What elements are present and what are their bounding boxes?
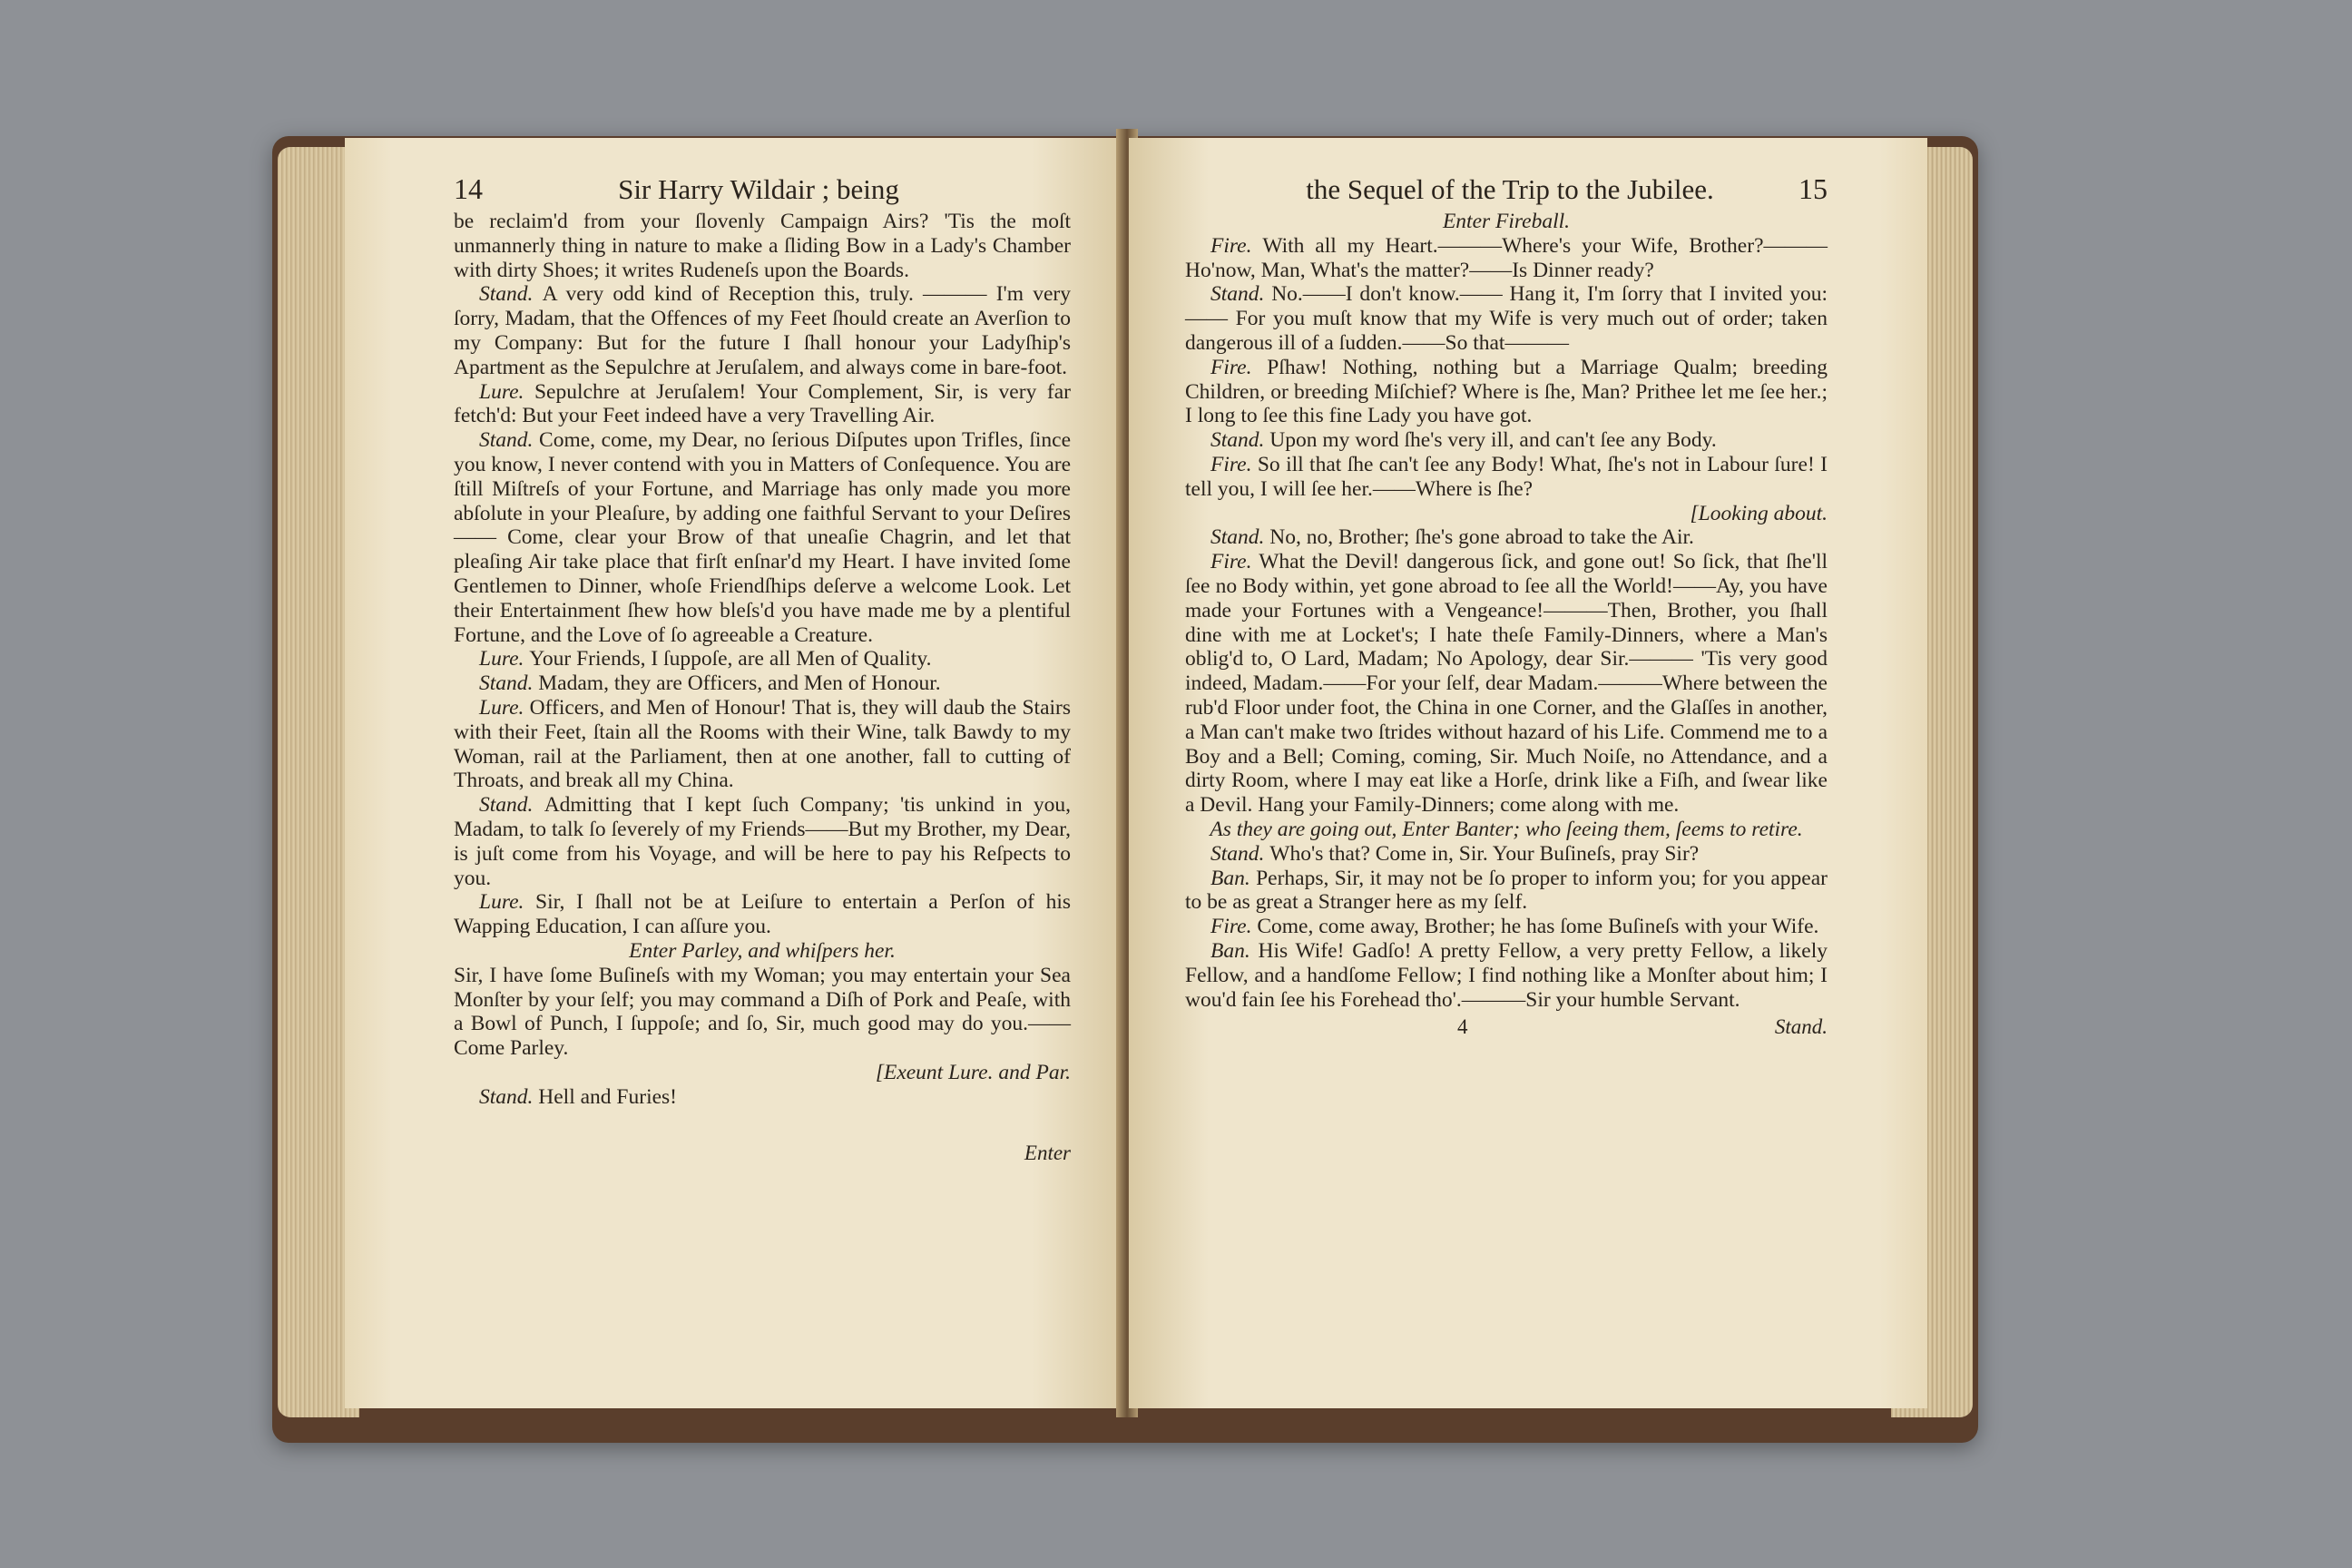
speaker-name: Fire. bbox=[1210, 355, 1268, 379]
paragraph-text: As they are going out, Enter Banter; who ſeeing them, ſeems to retire. bbox=[1210, 817, 1803, 841]
speaker-name: Stand. bbox=[479, 428, 540, 453]
paragraph-text: Who's that? Come in, Sir. Your Buſineſs, pray Sir? bbox=[1269, 841, 1700, 866]
paragraph-text: be reclaim'd from your ſlovenly Campaign Airs? 'Tis the moſt unmannerly thing in nature to make a ſliding Bow in a Lady's Chamber with dirty Shoes; it writes Rudeneſs upon the Boards. bbox=[454, 210, 1071, 282]
paragraph-text: Sir, I have ſome Buſineſs with my Woman; you may entertain your Sea Monſter by your ſelf; you may command a Diſh of Pork and Peaſe, with a Bowl of Punch, I ſuppoſe; and ſo, Sir, much good may do you.——Come Parley. bbox=[454, 963, 1071, 1061]
paragraph-text: What the Devil! dangerous ſick, and gone out! So ſick, that ſhe'll ſee no Body within, yet gone abroad to ſee all the World!——Ay, you have made your Fortunes with a Vengeance!———Then, Brother, you ſhall dine with me at Locket's; I hate theſe Family-Dinners, where a Man's oblig'd to, O Lard, Madam; No Apology, dear Sir.——— 'Tis very good indeed, Madam.——For your ſelf, dear Madam.———Where between the rub'd Floor under foot, the China in one Corner, and the Glaſſes in another, a Man can't make two ſtrides without hazard of his Life. Commend me to a Boy and a Bell; Coming, coming, Sir. Much Noiſe, no Attendance, and a dirty Room, where I may eat like a Horſe, drink like a Fiſh, and ſwear like a Devil. Hang your Family-Dinners; come along with me. bbox=[1185, 550, 1828, 818]
right-page bbox=[1129, 138, 1927, 1408]
right-paragraph bbox=[1185, 502, 1828, 526]
left-paragraph bbox=[454, 282, 1071, 379]
paragraph-text: Sir, I ſhall not be at Leiſure to entertain a Perſon of his Wapping Education, I can aſſure you. bbox=[454, 890, 1071, 939]
right-paragraph bbox=[1185, 939, 1828, 1012]
paragraph-text: Pſhaw! Nothing, nothing but a Marriage Qualm; breeding Children, or breeding Miſchief? Where is ſhe, Man? Prithee let me ſee her.; I long to ſee this fine Lady you have got. bbox=[1185, 355, 1828, 428]
right-page-text bbox=[1185, 210, 1828, 1012]
right-paragraph bbox=[1185, 550, 1828, 818]
paragraph-text: No, no, Brother; ſhe's gone abroad to take the Air. bbox=[1269, 525, 1694, 550]
right-paragraph bbox=[1185, 818, 1828, 842]
right-page-number: 15 bbox=[1798, 172, 1828, 205]
paragraph-text: Come, come, my Dear, no ſerious Diſputes upon Trifles, ſince you know, I never contend with you in Matters of Conſequence. You are ſtill Miſtreſs of your Fortune, and Marriage has only made you more abſolute in your Pleaſure, by adding one faithful Servant to your Deſires—— Come, clear your Brow of that uneaſie Chagrin, and let that pleaſing Air take place that firſt enſnar'd my Heart. I have invited ſome Gentlemen to Dinner, whoſe Friendſhips deſerve a welcome Look. Let their Entertainment ſhew how bleſs'd you have made me by a plentiful Fortune, and the Love of ſo agreeable a Creature. bbox=[454, 428, 1072, 647]
right-paragraph bbox=[1185, 210, 1828, 234]
left-paragraph bbox=[454, 380, 1071, 429]
speaker-name: Fire. bbox=[1210, 452, 1258, 476]
left-paragraph bbox=[454, 428, 1071, 647]
paragraph-text: Sepulchre at Jeruſalem! Your Complement, Sir, is very far fetch'd: But your Feet indeed have a very Travelling Air. bbox=[454, 379, 1071, 428]
speaker-name: Stand. bbox=[479, 1084, 539, 1109]
paragraph-text: Enter Fireball. bbox=[1442, 210, 1571, 233]
left-paragraph bbox=[454, 939, 1071, 964]
left-page-text bbox=[454, 210, 1071, 1109]
left-running-title: Sir Harry Wildair ; being bbox=[618, 173, 899, 205]
left-paragraph bbox=[454, 210, 1071, 282]
speaker-name: Stand. bbox=[1210, 282, 1272, 307]
paragraph-text: Enter Parley, and whiſpers her. bbox=[629, 938, 896, 963]
paragraph-text: Perhaps, Sir, it may not be ſo proper to inform you; for you appear to be as great a Stranger here as my ſelf. bbox=[1185, 866, 1828, 915]
left-paragraph bbox=[454, 1061, 1071, 1085]
speaker-name: Lure. bbox=[479, 890, 536, 915]
left-paragraph bbox=[454, 696, 1071, 793]
open-book bbox=[272, 118, 1978, 1443]
speaker-name: Stand. bbox=[479, 793, 544, 818]
right-paragraph bbox=[1185, 428, 1828, 453]
right-paragraph bbox=[1185, 842, 1828, 867]
paragraph-text: Madam, they are Officers, and Men of Honour. bbox=[538, 671, 941, 696]
paragraph-text: His Wife! Gadſo! A pretty Fellow, a very pretty Fellow, a likely Fellow, and a handſome Fellow; I find nothing like a Monſter about him; I wou'd fain ſee his Forehead tho'.———Sir your humble Servant. bbox=[1185, 938, 1828, 1012]
right-paragraph bbox=[1185, 867, 1828, 916]
left-page-number: 14 bbox=[454, 172, 483, 205]
speaker-name: Fire. bbox=[1210, 233, 1263, 258]
speaker-name: Stand. bbox=[1210, 841, 1270, 866]
left-paragraph bbox=[454, 890, 1071, 939]
paragraph-text: Admitting that I kept ſuch Company; 'tis unkind in you, Madam, to talk ſo ſeverely of my Friends——But my Brother, my Dear, is juſt come from his Voyage, and will be here to pay his Reſpects to you. bbox=[454, 793, 1071, 890]
paragraph-text: Hell and Furies! bbox=[538, 1084, 677, 1109]
speaker-name: Stand. bbox=[1210, 525, 1270, 550]
speaker-name: Stand. bbox=[1210, 428, 1270, 453]
left-paragraph bbox=[454, 1085, 1071, 1110]
paragraph-text: [Exeunt Lure. and Par. bbox=[875, 1060, 1071, 1084]
speaker-name: Ban. bbox=[1210, 866, 1257, 890]
left-paragraph bbox=[454, 964, 1071, 1061]
paragraph-text: Officers, and Men of Honour! That is, they will daub the Stairs with their Feet, ſtain all the Rooms with their Wine, talk Bawdy to my Woman, rail at the Parliament, then at one another, fall to cutting of Throats, and break all my China. bbox=[454, 695, 1071, 793]
right-paragraph bbox=[1185, 525, 1828, 550]
paragraph-text: Your Friends, I ſuppoſe, are all Men of Quality. bbox=[529, 647, 932, 671]
speaker-name: Lure. bbox=[479, 695, 530, 720]
speaker-name: Fire. bbox=[1210, 915, 1258, 939]
left-paragraph bbox=[454, 647, 1071, 671]
signature-mark: 4 bbox=[1457, 1015, 1468, 1039]
left-paragraph bbox=[454, 793, 1071, 890]
paragraph-text: So ill that ſhe can't ſee any Body! What, ſhe's not in Labour ſure! I tell you, I will ſee her.——Where is ſhe? bbox=[1185, 452, 1828, 501]
speaker-name: Lure. bbox=[479, 647, 530, 671]
right-running-title: the Sequel of the Trip to the Jubilee. bbox=[1306, 173, 1714, 205]
right-running-head bbox=[1185, 172, 1828, 206]
left-running-head bbox=[454, 172, 1071, 206]
paragraph-text: No.——I don't know.—— Hang it, I'm ſorry that I invited you:—— For you muſt know that my Wife is very much out of order; taken dangerous ill of a ſudden.——So that——— bbox=[1185, 282, 1828, 355]
paragraph-text: Come, come away, Brother; he has ſome Buſineſs with your Wife. bbox=[1257, 915, 1819, 939]
speaker-name: Stand. bbox=[479, 671, 539, 696]
left-page bbox=[345, 138, 1125, 1408]
right-paragraph bbox=[1185, 915, 1828, 939]
speaker-name: Lure. bbox=[479, 379, 534, 404]
left-catchword bbox=[454, 1142, 1071, 1165]
right-paragraph bbox=[1185, 453, 1828, 502]
right-paragraph bbox=[1185, 356, 1828, 428]
paragraph-text: With all my Heart.———Where's your Wife, Brother?———Ho'now, Man, What's the matter?——Is Dinner ready? bbox=[1185, 233, 1828, 282]
speaker-name: Stand. bbox=[479, 282, 543, 307]
right-page-footer bbox=[1185, 1015, 1828, 1039]
paragraph-text: [Looking about. bbox=[1690, 501, 1828, 525]
paragraph-text: Upon my word ſhe's very ill, and can't ſee any Body. bbox=[1269, 428, 1717, 453]
speaker-name: Fire. bbox=[1210, 550, 1259, 574]
left-paragraph bbox=[454, 671, 1071, 696]
paragraph-text: A very odd kind of Reception this, truly. ——— I'm very ſorry, Madam, that the Offences of my Feet ſhould create an Averſion to my Company: But for the future I ſhall honour your Ladyſhip's Apartment as the Sepulchre at Jeruſalem, and always come in bare-foot. bbox=[454, 282, 1072, 379]
right-paragraph bbox=[1185, 234, 1828, 283]
left-catchword-text: Enter bbox=[1024, 1142, 1071, 1165]
right-catchword: Stand. bbox=[1774, 1015, 1828, 1039]
speaker-name: Ban. bbox=[1210, 938, 1259, 963]
right-paragraph bbox=[1185, 282, 1828, 355]
